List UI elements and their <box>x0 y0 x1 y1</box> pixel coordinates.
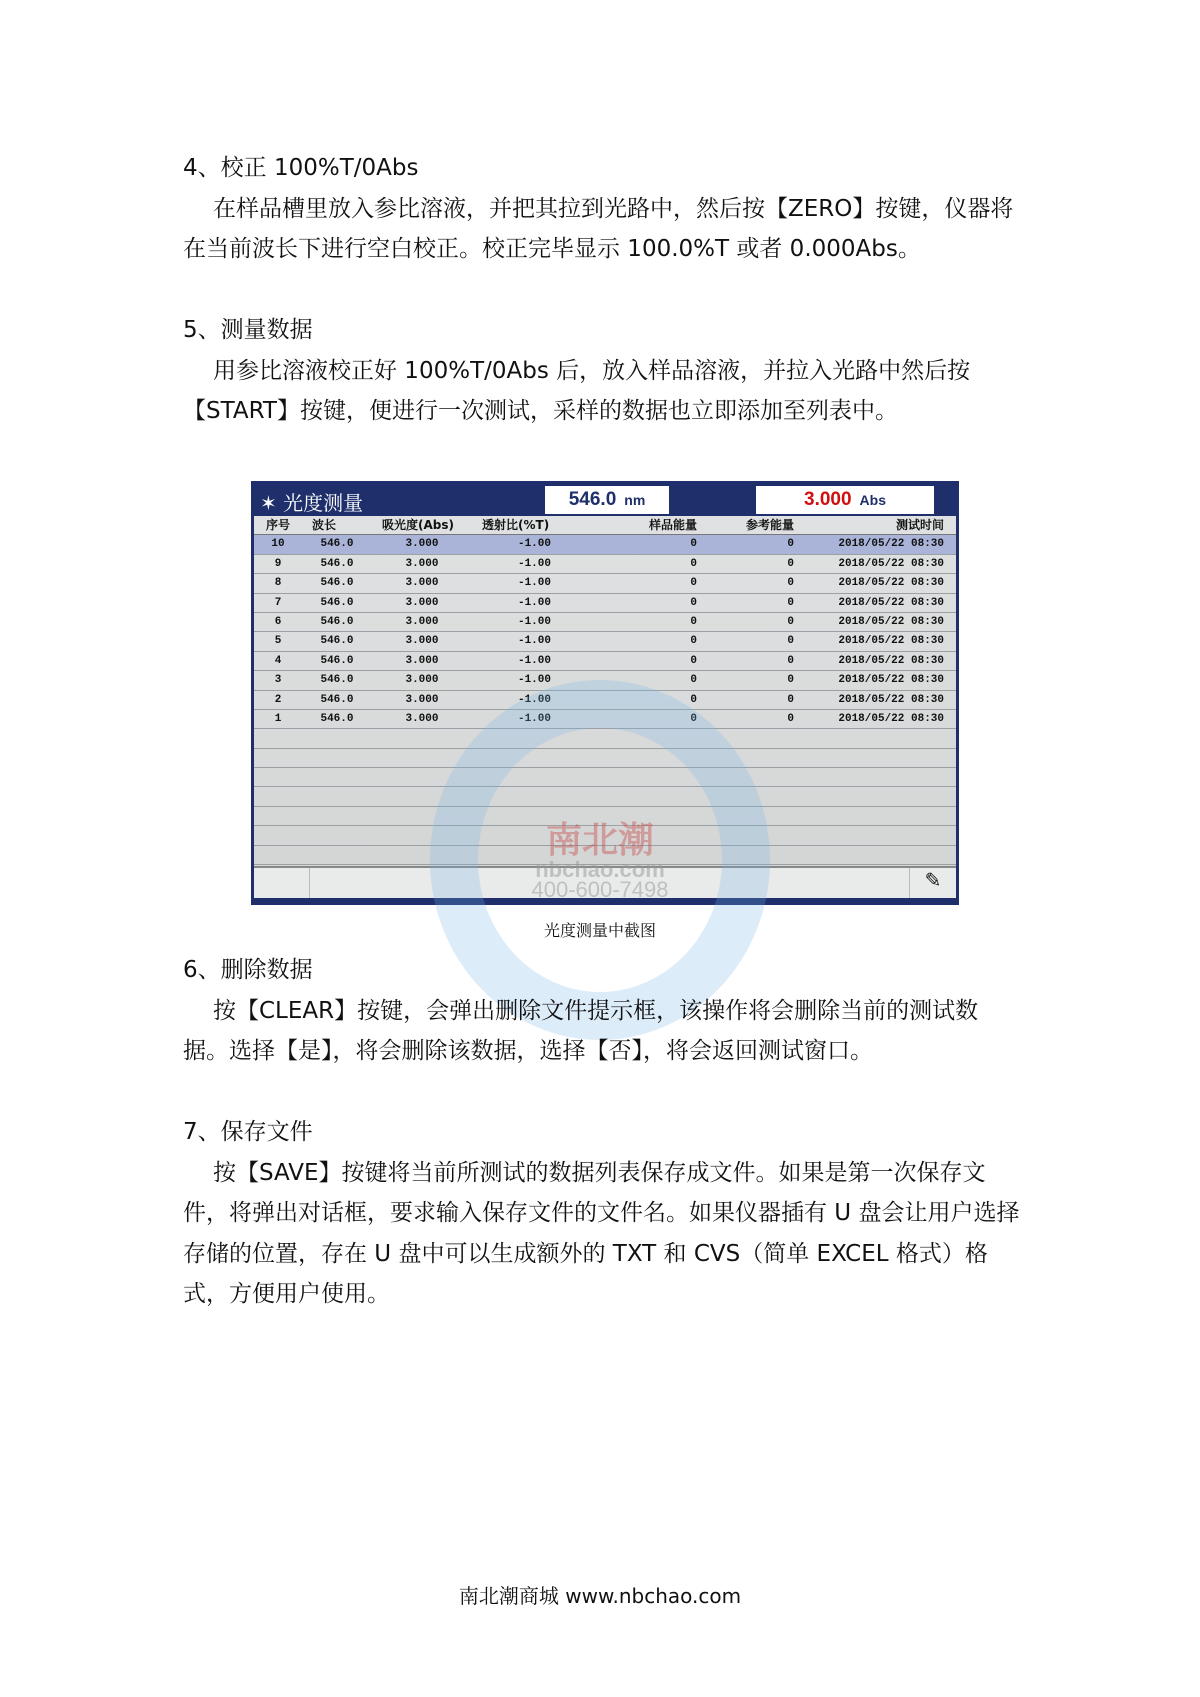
table-cell: -1.00 <box>517 557 551 570</box>
table-cell: 6 <box>274 615 282 628</box>
table-cell: 546.0 <box>320 615 354 628</box>
table-row[interactable] <box>254 574 956 593</box>
wavelength-value: 546.0 <box>568 489 617 510</box>
screen-header <box>254 484 956 516</box>
table-cell: 3.000 <box>405 538 439 551</box>
table-cell: 0 <box>690 615 697 628</box>
section-heading: 6、删除数据 <box>183 957 313 983</box>
table-cell: 0 <box>690 538 697 551</box>
table-cell: 2 <box>274 693 282 706</box>
section-paragraph: 按【SAVE】按键将当前所测试的数据列表保存成文件。如果是第一次保存文件，将弹出对话框，要求输入保存文件的文件名。如果仪器插有 U 盘会让用户选择存储的位置，存在 U 盘中可以生成额外的 TXT 和 CVS（简单 EXCEL 格式）格式，方便用户使用。 <box>183 1159 1020 1307</box>
table-cell: 2018/05/22 08:30 <box>838 712 944 725</box>
table-cell: 3.000 <box>405 635 439 648</box>
watermark-site: nbchao.com <box>535 857 665 882</box>
table-row[interactable] <box>254 594 956 613</box>
table-cell: -1.00 <box>517 674 551 687</box>
table-cell: 546.0 <box>320 712 354 725</box>
section-heading: 4、校正 100%T/0Abs <box>183 155 419 181</box>
table-cell: 546.0 <box>320 635 354 648</box>
watermark-name: 南北潮 <box>545 819 654 860</box>
absorbance-unit: Abs <box>859 492 886 508</box>
table-cell: 0 <box>787 635 794 648</box>
table-cell: 2018/05/22 08:30 <box>838 596 944 609</box>
watermark-phone: 400-600-7498 <box>531 877 669 902</box>
table-cell: 0 <box>690 635 697 648</box>
table-cell: -1.00 <box>517 538 551 551</box>
table-cell: 2018/05/22 08:30 <box>838 654 944 667</box>
table-cell: 546.0 <box>320 596 354 609</box>
table-row[interactable] <box>254 613 956 632</box>
table-row[interactable] <box>254 691 956 710</box>
section-heading: 7、保存文件 <box>183 1119 313 1145</box>
table-cell: 4 <box>274 654 282 667</box>
section-paragraph: 用参比溶液校正好 100%T/0Abs 后，放入样品溶液，并拉入光路中然后按【START】按键，便进行一次测试，采样的数据也立即添加至列表中。 <box>183 357 971 424</box>
column-header[interactable]: 样品能量 <box>648 518 697 532</box>
section-paragraph: 在样品槽里放入参比溶液，并把其拉到光路中，然后按【ZERO】按键，仪器将在当前波长下进行空白校正。校正完毕显示 100.0%T 或者 0.000Abs。 <box>183 195 1014 262</box>
section-6 <box>183 950 1023 1072</box>
table-cell: -1.00 <box>517 635 551 648</box>
table-cell: 0 <box>690 654 697 667</box>
edit-icon[interactable]: ✎ <box>924 868 942 892</box>
table-cell: 3.000 <box>405 596 439 609</box>
screen-title: ✶ 光度测量 <box>260 491 364 515</box>
table-cell: 0 <box>787 654 794 667</box>
table-cell: 546.0 <box>320 538 354 551</box>
wavelength-display <box>545 486 669 514</box>
table-row[interactable] <box>254 555 956 574</box>
table-row[interactable] <box>254 710 956 729</box>
table-cell: 546.0 <box>320 557 354 570</box>
table-row[interactable] <box>254 671 956 690</box>
empty-row <box>254 787 956 806</box>
table-cell: 2018/05/22 08:30 <box>838 615 944 628</box>
table-cell: 0 <box>787 693 794 706</box>
absorbance-display <box>756 486 934 514</box>
table-cell: 2018/05/22 08:30 <box>838 557 944 570</box>
table-cell: 0 <box>787 557 794 570</box>
table-cell: 3.000 <box>405 557 439 570</box>
table-cell: 8 <box>274 577 282 590</box>
table-cell: 0 <box>690 577 697 590</box>
table-cell: 0 <box>787 596 794 609</box>
column-header[interactable]: 测试时间 <box>895 518 944 532</box>
table-cell: 0 <box>690 712 697 725</box>
empty-row <box>254 749 956 768</box>
empty-row <box>254 729 956 748</box>
table-cell: 546.0 <box>320 577 354 590</box>
section-7 <box>183 1112 1023 1315</box>
column-header[interactable]: 吸光度(Abs) <box>382 518 454 532</box>
table-cell: 546.0 <box>320 654 354 667</box>
table-row[interactable] <box>254 652 956 671</box>
table-cell: 9 <box>274 557 282 570</box>
page-footer: 南北潮商城 www.nbchao.com <box>458 1584 742 1608</box>
table-cell: 3.000 <box>405 615 439 628</box>
table-cell: 0 <box>787 615 794 628</box>
table-cell: 0 <box>690 674 697 687</box>
table-cell: 2018/05/22 08:30 <box>838 538 944 551</box>
table-cell: 0 <box>787 577 794 590</box>
absorbance-value: 3.000 <box>804 489 852 510</box>
table-cell: 3 <box>274 674 282 687</box>
figure-caption: 光度测量中截图 <box>543 921 656 940</box>
column-header[interactable]: 透射比(%T) <box>482 518 550 532</box>
table-cell: 2018/05/22 08:30 <box>838 674 944 687</box>
section-4 <box>183 148 1023 270</box>
column-header[interactable]: 波长 <box>312 518 337 532</box>
table-cell: 2018/05/22 08:30 <box>838 635 944 648</box>
table-cell: 0 <box>787 712 794 725</box>
table-cell: 3.000 <box>405 654 439 667</box>
section-paragraph: 按【CLEAR】按键，会弹出删除文件提示框，该操作将会删除当前的测试数据。选择【是】，将会删除该数据，选择【否】，将会返回测试窗口。 <box>183 997 979 1064</box>
table-cell: 1 <box>274 712 282 725</box>
table-row[interactable] <box>254 535 956 554</box>
table-cell: 0 <box>690 693 697 706</box>
table-cell: 7 <box>274 596 282 609</box>
table-header <box>254 516 956 535</box>
table-cell: 3.000 <box>405 712 439 725</box>
screen-title-text: 光度测量 <box>283 491 364 515</box>
table-cell: 0 <box>787 674 794 687</box>
table-cell: 546.0 <box>320 674 354 687</box>
watermark <box>0 820 1200 900</box>
table-cell: 5 <box>274 635 282 648</box>
table-cell: -1.00 <box>517 577 551 590</box>
table-cell: 0 <box>690 596 697 609</box>
data-table <box>254 516 956 866</box>
section-5 <box>183 310 1023 432</box>
wavelength-unit: nm <box>624 492 646 508</box>
table-cell: 2018/05/22 08:30 <box>838 577 944 590</box>
section-heading: 5、测量数据 <box>183 317 313 343</box>
empty-row <box>254 768 956 787</box>
table-cell: -1.00 <box>517 615 551 628</box>
table-cell: 0 <box>690 557 697 570</box>
table-cell: -1.00 <box>517 596 551 609</box>
table-cell: -1.00 <box>517 712 551 725</box>
table-cell: 3.000 <box>405 577 439 590</box>
table-cell: 546.0 <box>320 693 354 706</box>
table-cell: -1.00 <box>517 693 551 706</box>
table-cell: 0 <box>787 538 794 551</box>
table-cell: 3.000 <box>405 693 439 706</box>
table-cell: 2018/05/22 08:30 <box>838 693 944 706</box>
table-row[interactable] <box>254 632 956 651</box>
column-header[interactable]: 序号 <box>265 518 290 532</box>
table-cell: -1.00 <box>517 654 551 667</box>
column-header[interactable]: 参考能量 <box>745 518 794 532</box>
table-cell: 10 <box>271 538 285 551</box>
table-cell: 3.000 <box>405 674 439 687</box>
